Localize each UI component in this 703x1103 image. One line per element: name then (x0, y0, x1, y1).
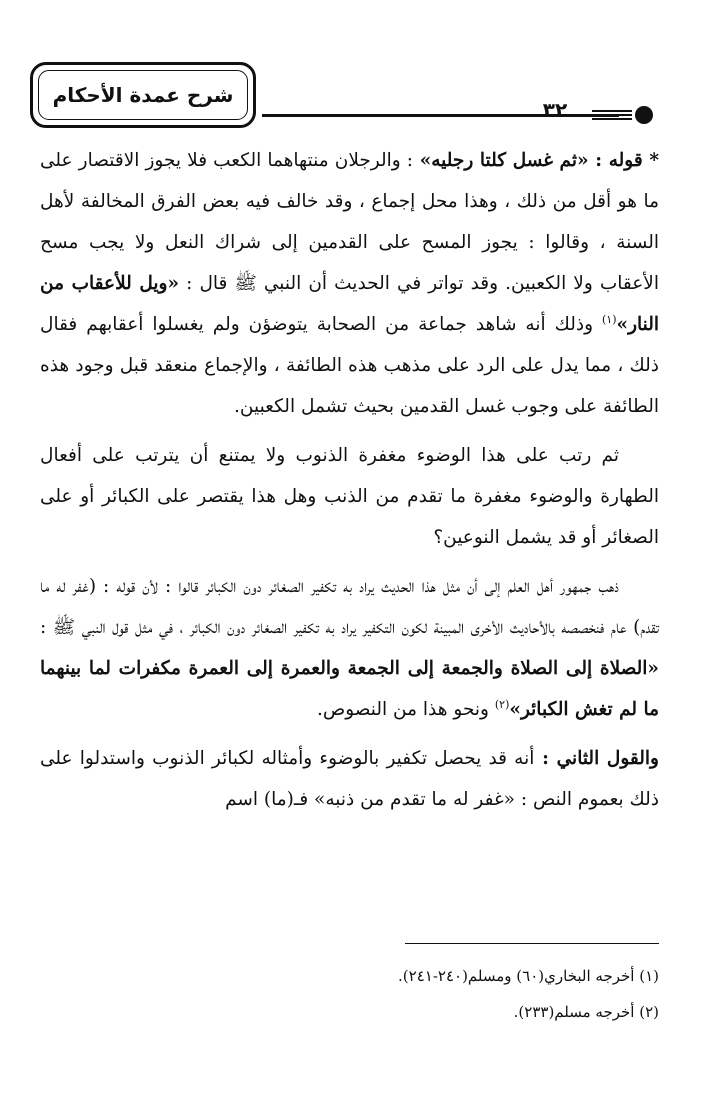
paragraph: * قوله : «ثم غسل كلتا رجليه» : والرجلان منتهاهما الكعب فلا يجوز الاقتصار على ما هو أقل من ذلك ، وهذا محل إجماع ، وقد خالف فيه بعض الفرق المخالفة لأهل السنة ، وقالوا : يجوز المسح على القدمين إلى شراك النعل ولا يجب مسح الأعقاب ولا الكعبين. وقد تواتر في الحديث أن النبي ﷺ قال : «ويل للأعقاب من النار»$^{(١)}$ وذلك أنه شاهد جماعة من الصحابة يتوضؤن ولم يغسلوا أعقابهم فقال ذلك ، مما يدل على الرد على مذهب هذه الطائفة ، والإجماع منعقد قبل وجود هذه الطائفة على وجوب غسل القدمين بحيث تشمل الكعبين. (40, 150, 659, 417)
paragraph: ذهب جمهور أهل العلم إلى أن مثل هذا الحديث يراد به تكفير الصغائر دون الكبائر قالوا : لأن قوله : (غفر له ما تقدم) عام فنخصصه بالأحاديث الأخرى المبينة لكون التكفير يراد به تكفير الصغائر دون الكبائر ، في مثل قول النبي ﷺ : «الصلاة إلى الصلاة والجمعة إلى الجمعة والعمرة إلى العمرة مكفرات لما بينهما ما لم تغش الكبائر»$^{(٢)}$ ونحو هذا من النصوص. (40, 576, 659, 720)
ornament-icon (592, 104, 658, 128)
running-title: شرح عمدة الأحكام (52, 83, 234, 107)
running-head-frame (30, 62, 256, 128)
footnote-ref: (٢) (494, 697, 510, 711)
footnote-divider (405, 943, 659, 944)
page-number: ٣٢ (542, 98, 568, 122)
footnotes (40, 958, 659, 1030)
footnote: (١) أخرجه البخاري(٦٠) ومسلم(٢٤٠-٢٤١). (398, 967, 659, 985)
footnote-ref: (١) (601, 312, 617, 326)
body-text (40, 140, 659, 820)
paragraph: ثم رتب على هذا الوضوء مغفرة الذنوب ولا يمتنع أن يترتب على أفعال الطهارة والوضوء مغفرة ما تقدم من الذنب وهل هذا يقتصر على الكبائر أو على الصغائر أو قد يشمل النوعين؟ (40, 445, 659, 548)
paragraph: والقول الثاني : أنه قد يحصل تكفير بالوضوء وأمثاله لكبائر الذنوب واستدلوا على ذلك بعموم النص : «غفر له ما تقدم من ذنبه» فـ(ما) اسم (40, 748, 659, 810)
footnote: (٢) أخرجه مسلم(٢٣٣). (513, 1003, 659, 1021)
